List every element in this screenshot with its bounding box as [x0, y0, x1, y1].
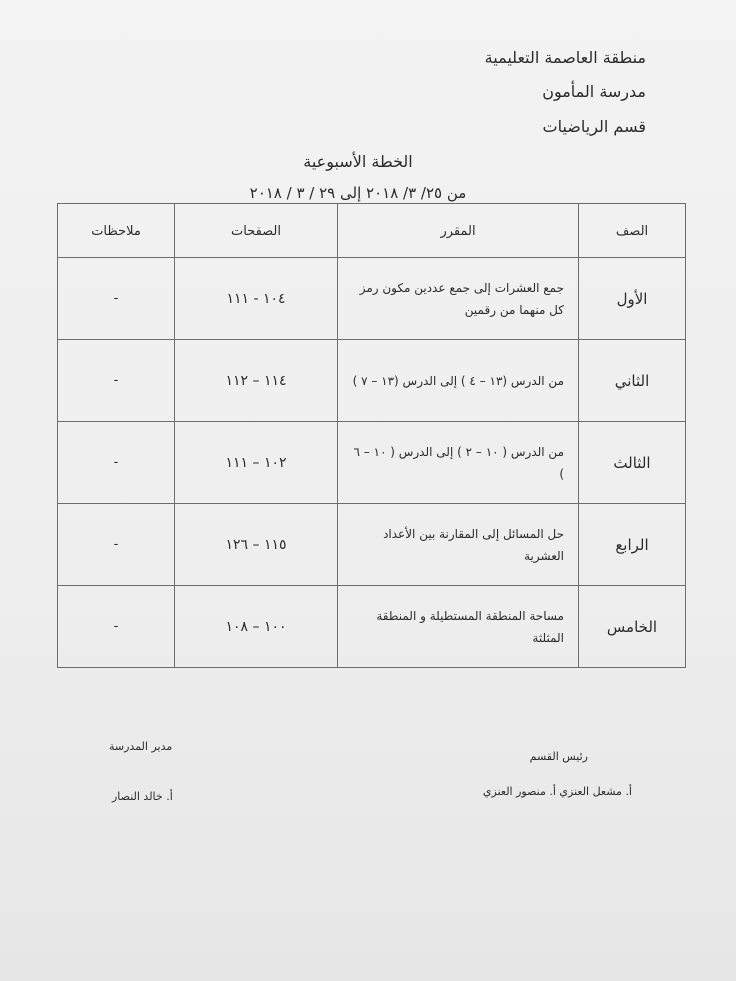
header-class: الصف	[579, 204, 686, 258]
header-course: المقرر	[338, 204, 579, 258]
table-row	[58, 422, 686, 504]
plan-date-range: من ٢٥/ ٣/ ٢٠١٨ إلى ٢٩ / ٣ / ٢٠١٨	[249, 184, 467, 202]
cell-class: الثاني	[579, 340, 686, 422]
table-row	[58, 504, 686, 586]
cell-course: مساحة المنطقة المستطيلة و المنطقة المثلثة	[338, 586, 579, 668]
region-name: منطقة العاصمة التعليمية	[484, 48, 646, 67]
cell-pages: ١٠٤ - ١١١	[175, 258, 338, 340]
cell-notes: -	[58, 586, 175, 668]
cell-pages: ١١٥ – ١٢٦	[175, 504, 338, 586]
school-director-name: أ. خالد النصار	[112, 790, 173, 803]
cell-course: من الدرس (١٣ – ٤ ) إلى الدرس (١٣ – ٧ )	[338, 340, 579, 422]
department-head-names: أ. مشعل العنزي أ. منصور العنزي	[482, 785, 632, 798]
cell-pages: ١٠٠ – ١٠٨	[175, 586, 338, 668]
cell-notes: -	[58, 258, 175, 340]
cell-course: جمع العشرات إلى جمع عددين مكون رمز كل منهما من رقمين	[338, 258, 579, 340]
table-row	[58, 586, 686, 668]
cell-class: الخامس	[579, 586, 686, 668]
table-row	[58, 340, 686, 422]
table-row	[58, 258, 686, 340]
cell-course: من الدرس ( ١٠ – ٢ ) إلى الدرس ( ١٠ – ٦ )	[338, 422, 579, 504]
cell-class: الثالث	[579, 422, 686, 504]
school-director-title: مدير المدرسة	[109, 740, 173, 753]
cell-class: الرابع	[579, 504, 686, 586]
header-notes: ملاحظات	[58, 204, 175, 258]
cell-class: الأول	[579, 258, 686, 340]
cell-course: حل المسائل إلى المقارنة بين الأعداد العشرية	[338, 504, 579, 586]
plan-title: الخطة الأسبوعية	[303, 152, 413, 171]
header-pages: الصفحات	[175, 204, 338, 258]
school-name: مدرسة المأمون	[542, 82, 646, 101]
cell-notes: -	[58, 504, 175, 586]
cell-notes: -	[58, 422, 175, 504]
cell-notes: -	[58, 340, 175, 422]
table-header-row	[58, 204, 686, 258]
department-name: قسم الرياضيات	[542, 117, 646, 136]
cell-pages: ١٠٢ – ١١١	[175, 422, 338, 504]
weekly-plan-table	[57, 203, 686, 668]
cell-pages: ١١٤ – ١١٢	[175, 340, 338, 422]
department-head-title: رئيس القسم	[529, 750, 588, 763]
